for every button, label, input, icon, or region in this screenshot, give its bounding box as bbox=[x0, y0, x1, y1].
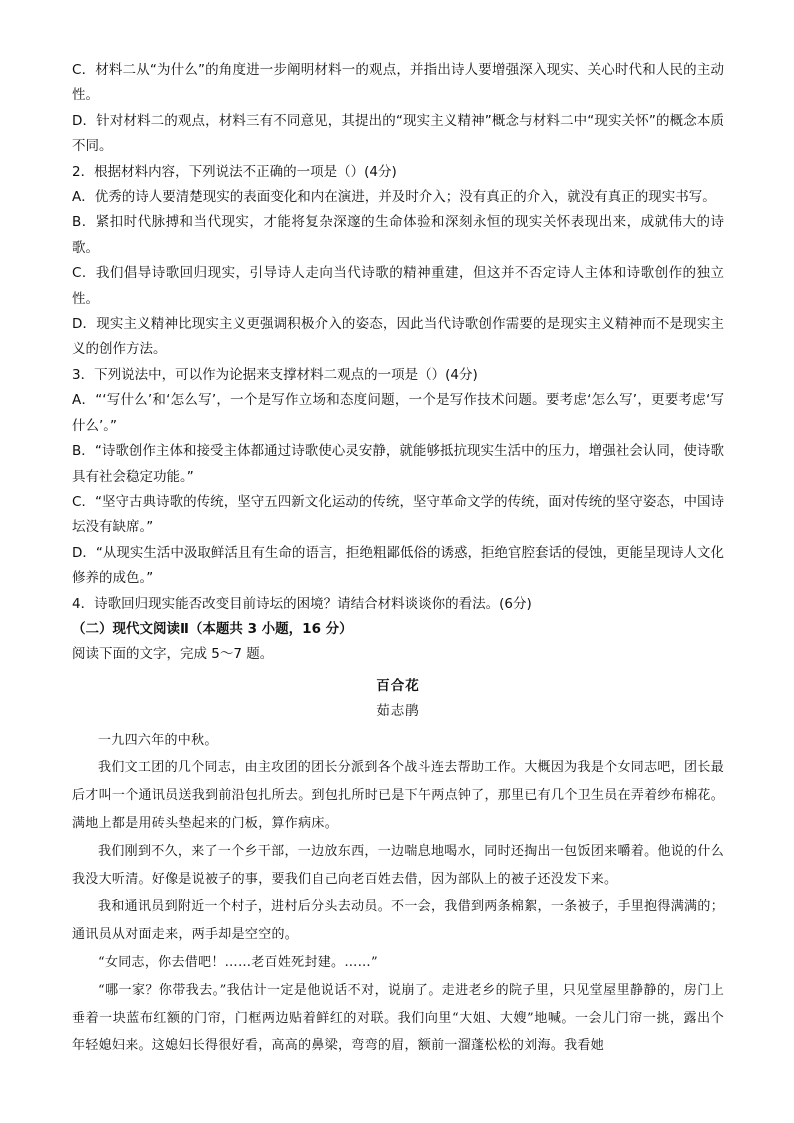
option-2b: B．紧扣时代脉搏和当代现实，才能将复杂深邃的生命体验和深刻永恒的现实关怀表现出来，成就伟大的诗歌。 bbox=[72, 214, 724, 256]
story-paragraph: 一九四六年的中秋。 bbox=[98, 732, 218, 748]
question-2: 2．根据材料内容，下列说法不正确的一项是（）(4分) bbox=[72, 163, 397, 180]
question-4: 4．诗歌回归现实能否改变目前诗坛的困境？请结合材料谈谈你的看法。(6分) bbox=[72, 595, 532, 612]
story-paragraph: 我们文工团的几个同志，由主攻团的团长分派到各个战斗连去帮助工作。大概因为我是个女同志吧，团长最后才叫一个通讯员送我到前沿包扎所去。到包扎所时已是下午两点钟了，那里已有几个卫生员在弄着纱布棉花。满地上都是用砖头垫起来的门板，算作病床。 bbox=[72, 760, 724, 831]
section-heading: （二）现代文阅读Ⅱ（本题共 3 小题，16 分） bbox=[72, 620, 353, 637]
option-2d: D．现实主义精神比现实主义更强调积极介入的姿态，因此当代诗歌创作需要的是现实主义精神而不是现实主义的创作方法。 bbox=[72, 316, 724, 358]
story-paragraph: 我和通讯员到附近一个村子，进村后分头去动员。不一会，我借到两条棉絮，一条被子，手里抱得满满的；通讯员从对面走来，两手却是空空的。 bbox=[72, 899, 724, 943]
question-block bbox=[72, 58, 724, 617]
option-2c: C．我们倡导诗歌回归现实，引导诗人走向当代诗歌的精神重建，但这并不否定诗人主体和诗歌创作的独立性。 bbox=[72, 265, 724, 307]
exam-page bbox=[72, 58, 724, 1060]
option-3b: B．“诗歌创作主体和接受主体都通过诗歌使心灵安静，就能够抵抗现实生活中的压力，增强社会认同，使诗歌具有社会稳定功能。” bbox=[72, 443, 724, 485]
story-paragraph: “哪一家？你带我去。”我估计一定是他说话不对，说崩了。走进老乡的院子里，只见堂屋里静静的，房门上垂着一块蓝布红额的门帘，门框两边贴着鲜红的对联。我们向里“大姐、大嫂”地喊。一会儿门帘一挑，露出个年轻媳妇来。这媳妇长得很好看，高高的鼻梁，弯弯的眉，额前一溜蓬松松的刘海。我看她 bbox=[72, 982, 724, 1054]
section-instruction: 阅读下面的文字，完成 5～7 题。 bbox=[72, 646, 274, 663]
option-2a: A．优秀的诗人要清楚现实的表面变化和内在演进，并及时介入；没有真正的介入，就没有真正的现实书写。 bbox=[72, 189, 716, 206]
story-body bbox=[72, 727, 724, 1061]
story-title: 百合花 bbox=[376, 677, 420, 694]
story-paragraph: “女同志，你去借吧！……老百姓死封建。……” bbox=[98, 954, 378, 970]
option-1d: D．针对材料二的观点，材料三有不同意见，其提出的“现实主义精神”概念与材料二中“现实关怀”的概念本质不同。 bbox=[72, 112, 724, 155]
option-3c: C．“坚守古典诗歌的传统，坚守五四新文化运动的传统，坚守革命文学的传统，面对传统的坚守姿态，中国诗坛没有缺席。” bbox=[72, 493, 724, 536]
story-paragraph: 我们刚到不久，来了一个乡干部，一边放东西，一边喘息地喝水，同时还掏出一包饭团来嚼着。他说的什么我没大听清。好像是说被子的事，要我们自己向老百姓去借，因为部队上的被子还没发下来。 bbox=[72, 843, 724, 887]
option-1c: C．材料二从“为什么”的角度进一步阐明材料一的观点，并指出诗人要增强深入现实、关心时代和人民的主动性。 bbox=[72, 62, 724, 104]
question-3: 3．下列说法中，可以作为论据来支撑材料二观点的一项是（）(4分) bbox=[72, 366, 478, 383]
story-author: 茹志鹃 bbox=[376, 703, 420, 720]
option-3a: A．“‘写什么’和‘怎么写’，一个是写作立场和态度问题，一个是写作技术问题。要考虑‘怎么写’，更要考虑‘写什么’。” bbox=[72, 392, 724, 434]
option-3d: D．“从现实生活中汲取鲜活且有生命的语言，拒绝粗鄙低俗的诱惑，拒绝官腔套话的侵蚀，更能呈现诗人文化修养的成色。” bbox=[72, 544, 724, 587]
